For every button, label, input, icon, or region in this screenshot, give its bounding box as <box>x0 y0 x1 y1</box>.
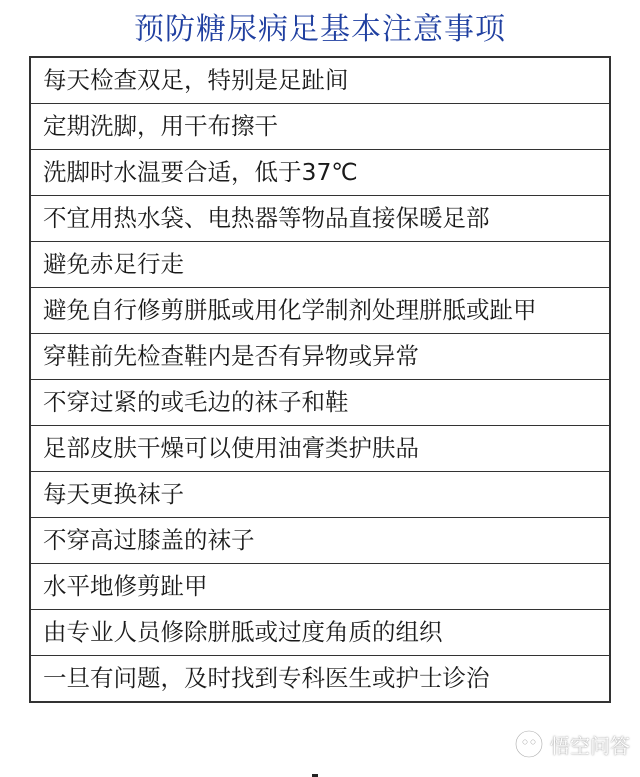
table-row <box>30 472 610 518</box>
table-cell: 足部皮肤干燥可以使用油膏类护肤品 <box>30 426 610 472</box>
table-row <box>30 104 610 150</box>
table-cell: 水平地修剪趾甲 <box>30 564 610 610</box>
table-cell: 不穿过紧的或毛边的袜子和鞋 <box>30 380 610 426</box>
wukong-logo-icon <box>514 729 544 759</box>
table-cell: 每天更换袜子 <box>30 472 610 518</box>
table-row <box>30 518 610 564</box>
table-row <box>30 242 610 288</box>
table-cell: 避免赤足行走 <box>30 242 610 288</box>
table-row <box>30 610 610 656</box>
table-cell: 定期洗脚，用干布擦干 <box>30 104 610 150</box>
table-row <box>30 564 610 610</box>
watermark-text: 悟空问答 <box>550 733 630 758</box>
table-cell: 每天检查双足，特别是足趾间 <box>30 57 610 104</box>
table-row <box>30 150 610 196</box>
foot-care-tips-table <box>29 56 611 703</box>
table-row <box>30 288 610 334</box>
table-cell: 不宜用热水袋、电热器等物品直接保暖足部 <box>30 196 610 242</box>
table-row <box>30 57 610 104</box>
table-row <box>30 380 610 426</box>
table-row <box>30 334 610 380</box>
table-cell: 穿鞋前先检查鞋内是否有异物或异常 <box>30 334 610 380</box>
table-cell: 避免自行修剪胼胝或用化学制剂处理胼胝或趾甲 <box>30 288 610 334</box>
table-cell: 由专业人员修除胼胝或过度角质的组织 <box>30 610 610 656</box>
table-cell: 不穿高过膝盖的袜子 <box>30 518 610 564</box>
table-cell: 一旦有问题，及时找到专科医生或护士诊治 <box>30 656 610 703</box>
table-row <box>30 656 610 703</box>
watermark <box>514 729 630 759</box>
page-title: 预防糖尿病足基本注意事项 <box>134 12 506 47</box>
table-row <box>30 426 610 472</box>
table-row <box>30 196 610 242</box>
table-cell: 洗脚时水温要合适，低于37℃ <box>30 150 610 196</box>
